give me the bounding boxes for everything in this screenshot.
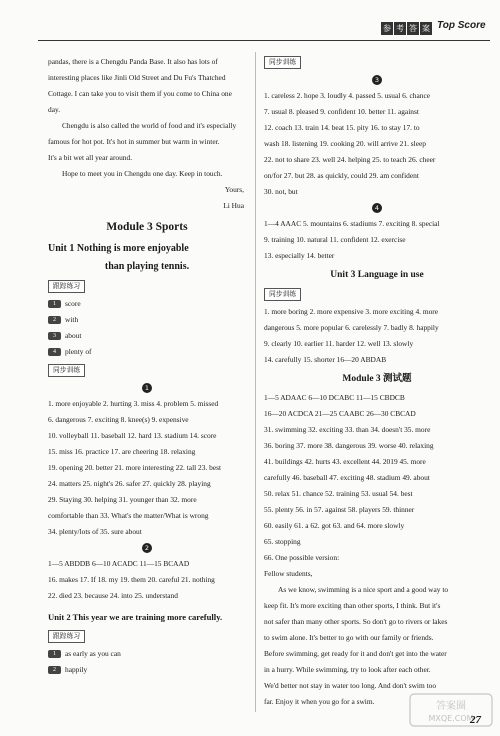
- letter-line: It's a bit wet all year around.: [48, 153, 133, 162]
- left-column: [48, 54, 246, 678]
- answer-line: 1. more boring 2. more expensive 3. more exciting 4. more: [264, 307, 439, 316]
- letter-line: interesting places like Jinli Old Street and Du Fu's Thatched: [48, 73, 226, 82]
- answer-line: 1—5 ADAAC 6—10 DCABC 11—15 CBDCB: [264, 393, 405, 402]
- u2-item: 2 happily: [48, 662, 246, 678]
- letter-closing: Yours,: [224, 185, 244, 194]
- answer-line: 7. usual 8. pleased 9. confident 10. better 11. against: [264, 107, 419, 116]
- answer-line: 65. stopping: [264, 537, 301, 546]
- answer-line: 1. more enjoyable 2. hurting 3. miss 4. problem 5. missed: [48, 399, 219, 408]
- letter-line: pandas, there is a Chengdu Panda Base. It also has lots of: [48, 57, 218, 66]
- module-title: Module 3 Sports: [106, 221, 188, 233]
- answer-line: 16. makes 17. If 18. my 19. them 20. careful 21. nothing: [48, 575, 215, 584]
- unit1-title-line1: Unit 1 Nothing is more enjoyable: [48, 243, 189, 254]
- unit2-title: Unit 2 This year we are training more carefully.: [48, 612, 223, 622]
- answer-line: 34. plenty/lots of 35. sure about: [48, 527, 142, 536]
- module-test-title: Module 3 测试题: [342, 374, 412, 384]
- answer-line: wash 18. listening 19. cooking 20. will arrive 21. sleep: [264, 139, 426, 148]
- exercise-number-circle: 3: [372, 75, 382, 85]
- badge-char: 参: [383, 24, 391, 33]
- header-badge: [381, 22, 432, 35]
- u2-item: 1 as early as you can: [48, 646, 246, 662]
- badge-char: 答: [409, 24, 417, 33]
- answer-line: 14. carefully 15. shorter 16—20 ABDAB: [264, 355, 387, 364]
- badge-char: 考: [396, 24, 404, 33]
- essay-line: to swim alone. It's better to go with our family or friends.: [264, 633, 434, 642]
- svg-text:答案圈: 答案圈: [436, 701, 466, 712]
- section-label: 同步训练: [264, 56, 301, 69]
- u1-item: 4 plenty of: [48, 344, 246, 360]
- section-label: 同步训练: [264, 288, 301, 301]
- answer-line: 16—20 ACDCA 21—25 CAABC 26—30 CBCAD: [264, 409, 416, 418]
- letter-line: Hope to meet you in Chengdu one day. Keep in touch.: [62, 169, 223, 178]
- answer-line: 66. One possible version:: [264, 553, 340, 562]
- essay-line: Before swimming, get ready for it and don't get into the water: [264, 649, 447, 658]
- u1-item: 1 score: [48, 296, 246, 312]
- essay-line: not safer than many other sports. So don't go to rivers or lakes: [264, 617, 448, 626]
- answer-line: 12. coach 13. train 14. beat 15. pity 16. to stay 17. to: [264, 123, 420, 132]
- answer-line: 50. relax 51. chance 52. training 53. usual 54. best: [264, 489, 413, 498]
- badge-char: 案: [422, 24, 430, 33]
- page-number: 27: [470, 714, 481, 726]
- answer-line: 22. died 23. because 24. into 25. understand: [48, 591, 178, 600]
- answer-line: 60. easily 61. a 62. got 63. and 64. more slowly: [264, 521, 405, 530]
- exercise-number-circle: 2: [142, 543, 152, 553]
- answer-line: 22. not to share 23. well 24. helping 25. to teach 26. cheer: [264, 155, 436, 164]
- watermark-logo: [408, 690, 494, 730]
- section-label: 同步训练: [48, 364, 85, 377]
- answer-line: 13. especially 14. better: [264, 251, 335, 260]
- essay-line: keep fit. It's more exciting than other sports, I think. But it's: [264, 601, 441, 610]
- answer-line: on/for 27. but 28. as quickly, could 29. am confident: [264, 171, 419, 180]
- answer-line: dangerous 5. more popular 6. carelessly 7. badly 8. happily: [264, 323, 439, 332]
- letter-line: Chengdu is also called the world of food and it's especially: [62, 121, 237, 130]
- answer-line: 31. swimming 32. exciting 33. than 34. doesn't 35. more: [264, 425, 431, 434]
- right-column: [264, 54, 490, 710]
- answer-line: 1—5 ABDDB 6—10 ACADC 11—15 BCAAD: [48, 559, 190, 568]
- section-label: 跟踪练习: [48, 630, 85, 643]
- answer-line: 10. volleyball 11. baseball 12. hard 13. stadium 14. score: [48, 431, 217, 440]
- header-rule: [38, 40, 490, 41]
- letter-line: famous for hot pot. It's hot in summer but warm in winter.: [48, 137, 220, 146]
- letter-signature: Li Hua: [223, 201, 244, 210]
- letter-line: day.: [48, 105, 61, 114]
- exercise-number-circle: 1: [142, 383, 152, 393]
- answer-line: 1—4 AAAC 5. mountains 6. stadiums 7. exciting 8. special: [264, 219, 440, 228]
- answer-line: 24. matters 25. night's 26. safer 27. quickly 28. playing: [48, 479, 211, 488]
- unit1-title-line2: than playing tennis.: [104, 261, 190, 272]
- essay-greeting: Fellow students,: [264, 569, 313, 578]
- answer-line: 9. clearly 10. earlier 11. harder 12. well 13. slowly: [264, 339, 414, 348]
- exercise-number-circle: 4: [372, 203, 382, 213]
- u1-item: 3 about: [48, 328, 246, 344]
- answer-line: 6. dangerous 7. exciting 8. knee(s) 9. expensive: [48, 415, 189, 424]
- unit1-title: [48, 240, 246, 276]
- svg-text:MXQE.COM: MXQE.COM: [428, 714, 474, 723]
- answer-line: 19. opening 20. better 21. more interesting 22. tall 23. best: [48, 463, 222, 472]
- answer-line: 30. not, but: [264, 187, 298, 196]
- essay-line: far. Enjoy it when you go for a swim.: [264, 697, 375, 706]
- answer-line: 41. buildings 42. hurts 43. excellent 44. 2019 45. more: [264, 457, 426, 466]
- column-divider: [255, 52, 256, 712]
- essay-line: As we know, swimming is a nice sport and a good way to: [278, 585, 449, 594]
- answer-line: 1. careless 2. hope 3. loudly 4. passed 5. usual 6. chance: [264, 91, 431, 100]
- answer-line: 29. Staying 30. helping 31. younger than 32. more: [48, 495, 197, 504]
- letter-line: Cottage. I can take you to visit them if you come to China one: [48, 89, 232, 98]
- essay-line: We'd better not stay in water too long. And don't swim too: [264, 681, 437, 690]
- header-logo: Top Score: [437, 20, 486, 31]
- answer-line: comfortable than 33. What's the matter/What is wrong: [48, 511, 209, 520]
- answer-line: 36. boring 37. more 38. dangerous 39. worse 40. relaxing: [264, 441, 434, 450]
- answer-line: 15. miss 16. practice 17. are cheering 18. relaxing: [48, 447, 196, 456]
- answer-line: 9. training 10. natural 11. confident 12. exercise: [264, 235, 406, 244]
- u1-item: 2 with: [48, 312, 246, 328]
- section-label: 跟踪练习: [48, 280, 85, 293]
- essay-line: in a hurry. While swimming, try to look after each other.: [264, 665, 431, 674]
- unit3-title: Unit 3 Language in use: [330, 270, 424, 280]
- answer-line: 55. plenty 56. in 57. against 58. players 59. thinner: [264, 505, 415, 514]
- answer-line: carefully 46. baseball 47. exciting 48. stadium 49. about: [264, 473, 430, 482]
